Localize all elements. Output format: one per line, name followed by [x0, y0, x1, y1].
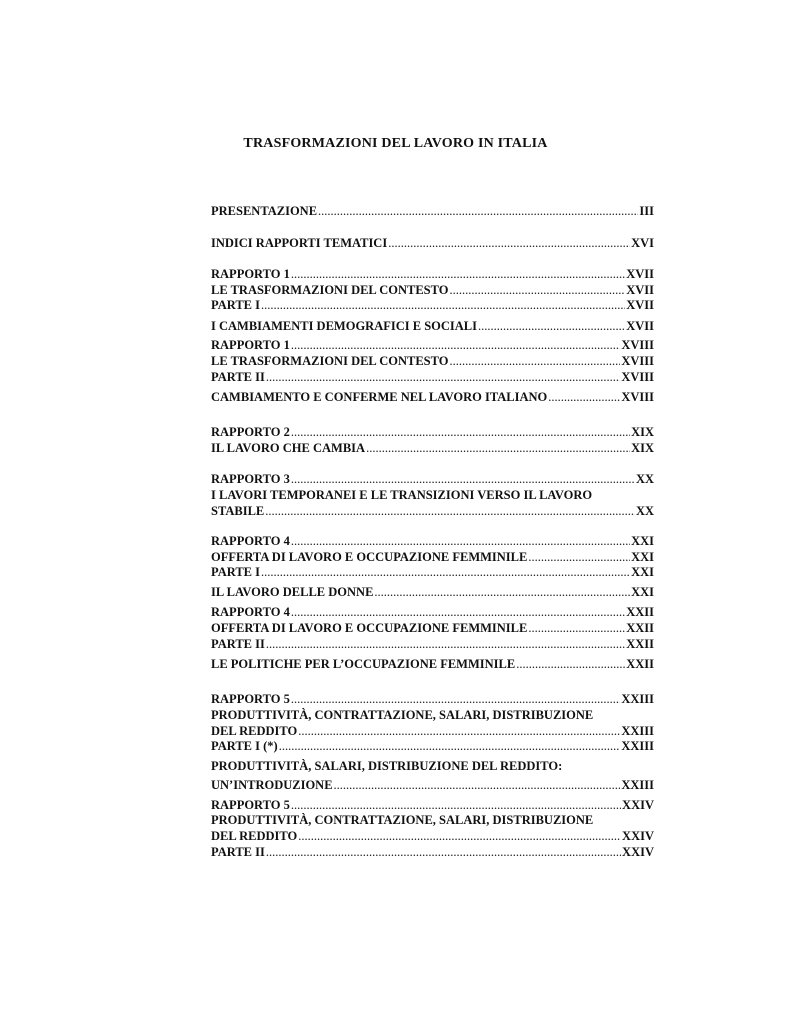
toc-entry-page: XVIII — [621, 338, 654, 352]
dot-leader — [528, 620, 625, 636]
dot-leader — [266, 636, 625, 652]
toc-entry-page: XVII — [626, 319, 654, 333]
toc-entry-cambiamenti-demografici[interactable] — [211, 318, 654, 334]
dot-leader — [291, 691, 620, 707]
toc-entry-presentazione[interactable] — [211, 203, 654, 219]
dot-leader — [265, 503, 635, 519]
toc-entry-label: RAPPORTO 4 — [211, 605, 290, 619]
toc-entry-cambiamento-conferme[interactable] — [211, 389, 654, 405]
toc-entry-label: PARTE II — [211, 845, 265, 859]
toc-entry-produttivita[interactable]: PRODUTTIVITÀ, CONTRATTAZIONE, SALARI, DISTRIBUZIONE — [211, 708, 594, 722]
toc-entry-page: XXI — [631, 585, 654, 599]
dot-leader — [291, 797, 621, 813]
toc-entry-page: XXII — [626, 637, 654, 651]
toc-entry-label: PARTE I (*) — [211, 739, 278, 753]
toc-entry-rapporto-3[interactable] — [211, 471, 654, 487]
toc-entry-stabile[interactable] — [211, 503, 654, 519]
toc-entry-page: XIX — [631, 441, 654, 455]
toc-entry-contesto[interactable] — [211, 282, 654, 298]
toc-entry-page: XVIII — [621, 370, 654, 384]
toc-entry-page: XX — [635, 504, 654, 518]
toc-entry-page: XXIII — [621, 778, 654, 792]
toc-entry-rapporto-4[interactable] — [211, 533, 654, 549]
toc-entry-rapporto-2[interactable] — [211, 424, 654, 440]
dot-leader — [318, 203, 638, 219]
toc-entry-offerta-lavoro[interactable] — [211, 549, 654, 565]
toc-entry-label: INDICI RAPPORTI TEMATICI — [211, 236, 388, 250]
dot-leader — [266, 369, 620, 385]
toc-entry-rapporto-5[interactable] — [211, 797, 654, 813]
toc-entry-label: I CAMBIAMENTI DEMOGRAFICI E SOCIALI — [211, 319, 477, 333]
toc-entry-label: OFFERTA DI LAVORO E OCCUPAZIONE FEMMINILE — [211, 621, 528, 635]
toc-entry-page: XVII — [626, 298, 654, 312]
toc-entry-page: XXIV — [622, 845, 654, 859]
toc-entry-label: CAMBIAMENTO E CONFERME NEL LAVORO ITALIANO — [211, 390, 548, 404]
dot-leader — [298, 723, 620, 739]
toc-entry-rapporto-1[interactable] — [211, 266, 654, 282]
dot-leader — [261, 564, 630, 580]
dot-leader — [548, 389, 620, 405]
toc-entry-page: XXIV — [622, 798, 654, 812]
toc-entry-page: XXIV — [622, 829, 654, 843]
toc-entry-label: RAPPORTO 5 — [211, 798, 290, 812]
toc-entry-page: XVIII — [621, 390, 654, 404]
toc-entry-page: XXI — [631, 550, 654, 564]
toc-entry-label: DEL REDDITO — [211, 829, 298, 843]
dot-leader — [261, 297, 625, 313]
toc-entry-label: PARTE I — [211, 565, 260, 579]
toc-entry-label: PARTE II — [211, 637, 265, 651]
toc-entry-lavoro-donne[interactable] — [211, 584, 654, 600]
toc-entry-page: XXIII — [621, 692, 654, 706]
toc-entry-page: XVI — [631, 236, 654, 250]
dot-leader — [279, 738, 621, 754]
toc-entry-label: RAPPORTO 1 — [211, 267, 290, 281]
toc-entry-parte-i[interactable] — [211, 297, 654, 313]
toc-entry-politiche-femminile[interactable] — [211, 656, 654, 672]
toc-entry-page: XXII — [626, 621, 654, 635]
dot-leader — [291, 604, 625, 620]
toc-entry-rapporto-4[interactable] — [211, 604, 654, 620]
toc-entry-page: XVIII — [621, 354, 654, 368]
toc-entry-label: OFFERTA DI LAVORO E OCCUPAZIONE FEMMINILE — [211, 550, 528, 564]
dot-leader — [298, 828, 621, 844]
toc-entry-label: RAPPORTO 4 — [211, 534, 290, 548]
toc-entry-label: PARTE I — [211, 298, 260, 312]
toc-entry-page: XIX — [631, 425, 654, 439]
toc-entry-label: DEL REDDITO — [211, 724, 298, 738]
toc-entry-produttivita[interactable]: PRODUTTIVITÀ, CONTRATTAZIONE, SALARI, DISTRIBUZIONE — [211, 813, 594, 827]
toc-entry-label: STABILE — [211, 504, 265, 518]
dot-leader — [449, 282, 625, 298]
toc-entry-label: PRESENTAZIONE — [211, 204, 318, 218]
toc-entry-label: RAPPORTO 2 — [211, 425, 290, 439]
toc-entry-introduzione[interactable] — [211, 777, 654, 793]
toc-entry-lavori-temporanei[interactable]: I LAVORI TEMPORANEI E LE TRANSIZIONI VERSO IL LAVORO — [211, 488, 593, 502]
toc-entry-label: RAPPORTO 5 — [211, 692, 290, 706]
dot-leader — [388, 235, 630, 251]
dot-leader — [334, 777, 621, 793]
toc-entry-page: XXII — [626, 605, 654, 619]
dot-leader — [478, 318, 625, 334]
dot-leader — [291, 533, 630, 549]
toc-entry-parte-i[interactable] — [211, 738, 654, 754]
toc-entry-parte-ii[interactable] — [211, 844, 654, 860]
toc-entry-label: IL LAVORO DELLE DONNE — [211, 585, 374, 599]
toc-entry-page: XXIII — [621, 724, 654, 738]
toc-entry-label: IL LAVORO CHE CAMBIA — [211, 441, 366, 455]
dot-leader — [374, 584, 630, 600]
toc-entry-parte-ii[interactable] — [211, 369, 654, 385]
toc-entry-label: LE POLITICHE PER L’OCCUPAZIONE FEMMINILE — [211, 657, 516, 671]
toc-entry-lavoro-che-cambia[interactable] — [211, 440, 654, 456]
toc-entry-page: III — [639, 204, 654, 218]
toc-entry-label: LE TRASFORMAZIONI DEL CONTESTO — [211, 354, 449, 368]
toc-entry-label: PARTE II — [211, 370, 265, 384]
toc-entry-page: XXI — [631, 534, 654, 548]
toc-entry-del-reddito[interactable] — [211, 828, 654, 844]
dot-leader — [449, 353, 620, 369]
toc-entry-indici[interactable] — [211, 235, 654, 251]
dot-leader — [291, 471, 635, 487]
toc-entry-page: XXI — [631, 565, 654, 579]
toc-entry-label: RAPPORTO 1 — [211, 338, 290, 352]
toc-entry-produttivita-salari[interactable]: PRODUTTIVITÀ, SALARI, DISTRIBUZIONE DEL REDDITO: — [211, 759, 563, 773]
toc-entry-del-reddito[interactable] — [211, 723, 654, 739]
toc-entry-page: XX — [635, 472, 654, 486]
dot-leader — [291, 266, 625, 282]
dot-leader — [266, 844, 621, 860]
toc-entry-page: XXII — [626, 657, 654, 671]
toc-entry-page: XVII — [626, 283, 654, 297]
toc-entry-label: RAPPORTO 3 — [211, 472, 290, 486]
toc-entry-contesto[interactable] — [211, 353, 654, 369]
toc-entry-parte-i[interactable] — [211, 564, 654, 580]
dot-leader — [366, 440, 630, 456]
toc-entry-parte-ii[interactable] — [211, 636, 654, 652]
toc-entry-rapporto-1[interactable] — [211, 337, 654, 353]
dot-leader — [528, 549, 630, 565]
page-title: TRASFORMAZIONI DEL LAVORO IN ITALIA — [243, 136, 548, 151]
toc-entry-label: LE TRASFORMAZIONI DEL CONTESTO — [211, 283, 449, 297]
toc-entry-page: XXIII — [621, 739, 654, 753]
toc-entry-offerta-lavoro[interactable] — [211, 620, 654, 636]
toc-entry-rapporto-5[interactable] — [211, 691, 654, 707]
toc-entry-label: UN’INTRODUZIONE — [211, 778, 333, 792]
dot-leader — [516, 656, 625, 672]
dot-leader — [291, 424, 630, 440]
toc-entry-page: XVII — [626, 267, 654, 281]
dot-leader — [291, 337, 620, 353]
